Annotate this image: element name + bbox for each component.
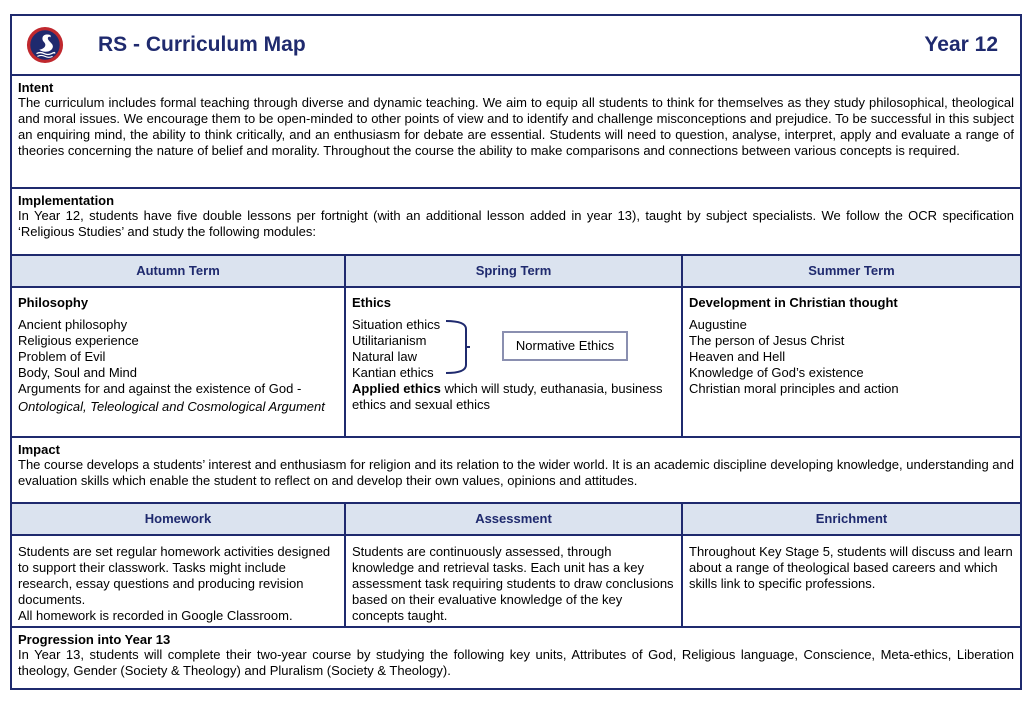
autumn-term-cell <box>10 288 346 438</box>
autumn-heading: Philosophy <box>18 295 89 310</box>
applied-ethics-rest: which will study, euthanasia, business ethics and sexual ethics <box>352 381 663 412</box>
homework-cell <box>10 536 346 628</box>
summer-heading: Development in Christian thought <box>689 295 898 310</box>
bracket-icon <box>444 319 470 375</box>
implementation-section <box>10 189 1022 256</box>
autumn-item: Problem of Evil <box>18 349 106 364</box>
normative-ethics-box: Normative Ethics <box>502 331 628 361</box>
enrichment-text: Throughout Key Stage 5, students will discuss and learn about a range of theological based careers and which skills link to specific professions. <box>689 544 1013 591</box>
spring-term-cell <box>346 288 683 438</box>
summer-term-header: Summer Term <box>683 256 1022 288</box>
enrichment-header: Enrichment <box>683 504 1022 536</box>
assessment-text: Students are continuously assessed, through knowledge and retrieval tasks. Each unit has a key assessment task requiring students to draw conclusions based on their evaluative knowledge of the key concepts taught. <box>352 544 674 623</box>
progression-heading: Progression into Year 13 <box>18 632 171 647</box>
impact-heading: Impact <box>18 442 60 457</box>
homework-header: Homework <box>10 504 346 536</box>
progression-section <box>10 628 1022 690</box>
autumn-item: Arguments for and against the existence of God - <box>18 381 302 396</box>
spring-item: Utilitarianism <box>352 333 427 348</box>
bottom-content-row <box>10 536 1022 628</box>
summer-term-cell <box>683 288 1022 438</box>
implementation-heading: Implementation <box>18 193 115 208</box>
enrichment-cell <box>683 536 1022 628</box>
autumn-item: Ancient philosophy <box>18 317 128 332</box>
autumn-term-header: Autumn Term <box>10 256 346 288</box>
bottom-header-row <box>10 504 1022 536</box>
spring-item: Kantian ethics <box>352 365 434 380</box>
summer-item: Christian moral principles and action <box>689 381 899 396</box>
spring-item: Situation ethics <box>352 317 441 332</box>
swan-crest-icon <box>26 26 64 64</box>
summer-item: Augustine <box>689 317 747 332</box>
curriculum-map <box>10 14 1022 690</box>
progression-text: In Year 13, students will complete their two-year course by studying the following key units, Attributes of God, Religious language, Conscience, Meta-ethics, Liberation theology, Gender (Society & Theology) and Pluralism (Society & Theology). <box>18 647 1014 678</box>
homework-text: Students are set regular homework activities designed to support their classwork. Tasks might include research, essay questions and producing revision documents. <box>18 544 331 607</box>
header-left <box>26 26 306 64</box>
impact-section <box>10 438 1022 504</box>
applied-ethics-bold: Applied ethics <box>352 381 441 396</box>
spring-item: Natural law <box>352 349 418 364</box>
impact-text: The course develops a students’ interest and enthusiasm for religion and its relation to the wider world. It is an academic discipline developing knowledge, understanding and evaluation skills which enable the student to reflect on and develop their own values, opinions and attitudes. <box>18 457 1014 488</box>
applied-ethics-text <box>352 381 675 413</box>
spring-term-header: Spring Term <box>346 256 683 288</box>
assessment-cell <box>346 536 683 628</box>
intent-section <box>10 76 1022 189</box>
autumn-item: Body, Soul and Mind <box>18 365 137 380</box>
page-title: RS - Curriculum Map <box>98 33 306 56</box>
terms-header-row <box>10 256 1022 288</box>
page-header <box>10 14 1022 76</box>
autumn-arguments-italic: Ontological, Teleological and Cosmological Argument <box>18 399 325 414</box>
intent-heading: Intent <box>18 80 54 95</box>
autumn-item: Religious experience <box>18 333 139 348</box>
assessment-header: Assessment <box>346 504 683 536</box>
year-label: Year 12 <box>924 33 998 56</box>
implementation-text: In Year 12, students have five double lessons per fortnight (with an additional lesson added in year 13), taught by subject specialists. We follow the OCR specification ‘Religious Studies’ and study the following modules: <box>18 208 1014 239</box>
summer-item: Knowledge of God’s existence <box>689 365 864 380</box>
summer-item: Heaven and Hell <box>689 349 786 364</box>
spring-heading: Ethics <box>352 295 392 310</box>
intent-text: The curriculum includes formal teaching through diverse and dynamic teaching. We aim to equip all students to think for themselves as they study philosophical, theological and moral issues. We encourage them to be open-minded to other points of view and to identify and challenge misconceptions and prejudice. To be successful in this subject an enquiring mind, the ability to think critically, and an enthusiasm for debate are essential. Students will need to question, analyse, interpret, apply and evaluate a range of theories concerning the nature of belief and morality. Throughout the course the ability to make comparisons and connections between various concepts is required. <box>18 95 1014 158</box>
summer-item: The person of Jesus Christ <box>689 333 845 348</box>
terms-content-row <box>10 288 1022 438</box>
homework-text-2: All homework is recorded in Google Classroom. <box>18 608 293 623</box>
